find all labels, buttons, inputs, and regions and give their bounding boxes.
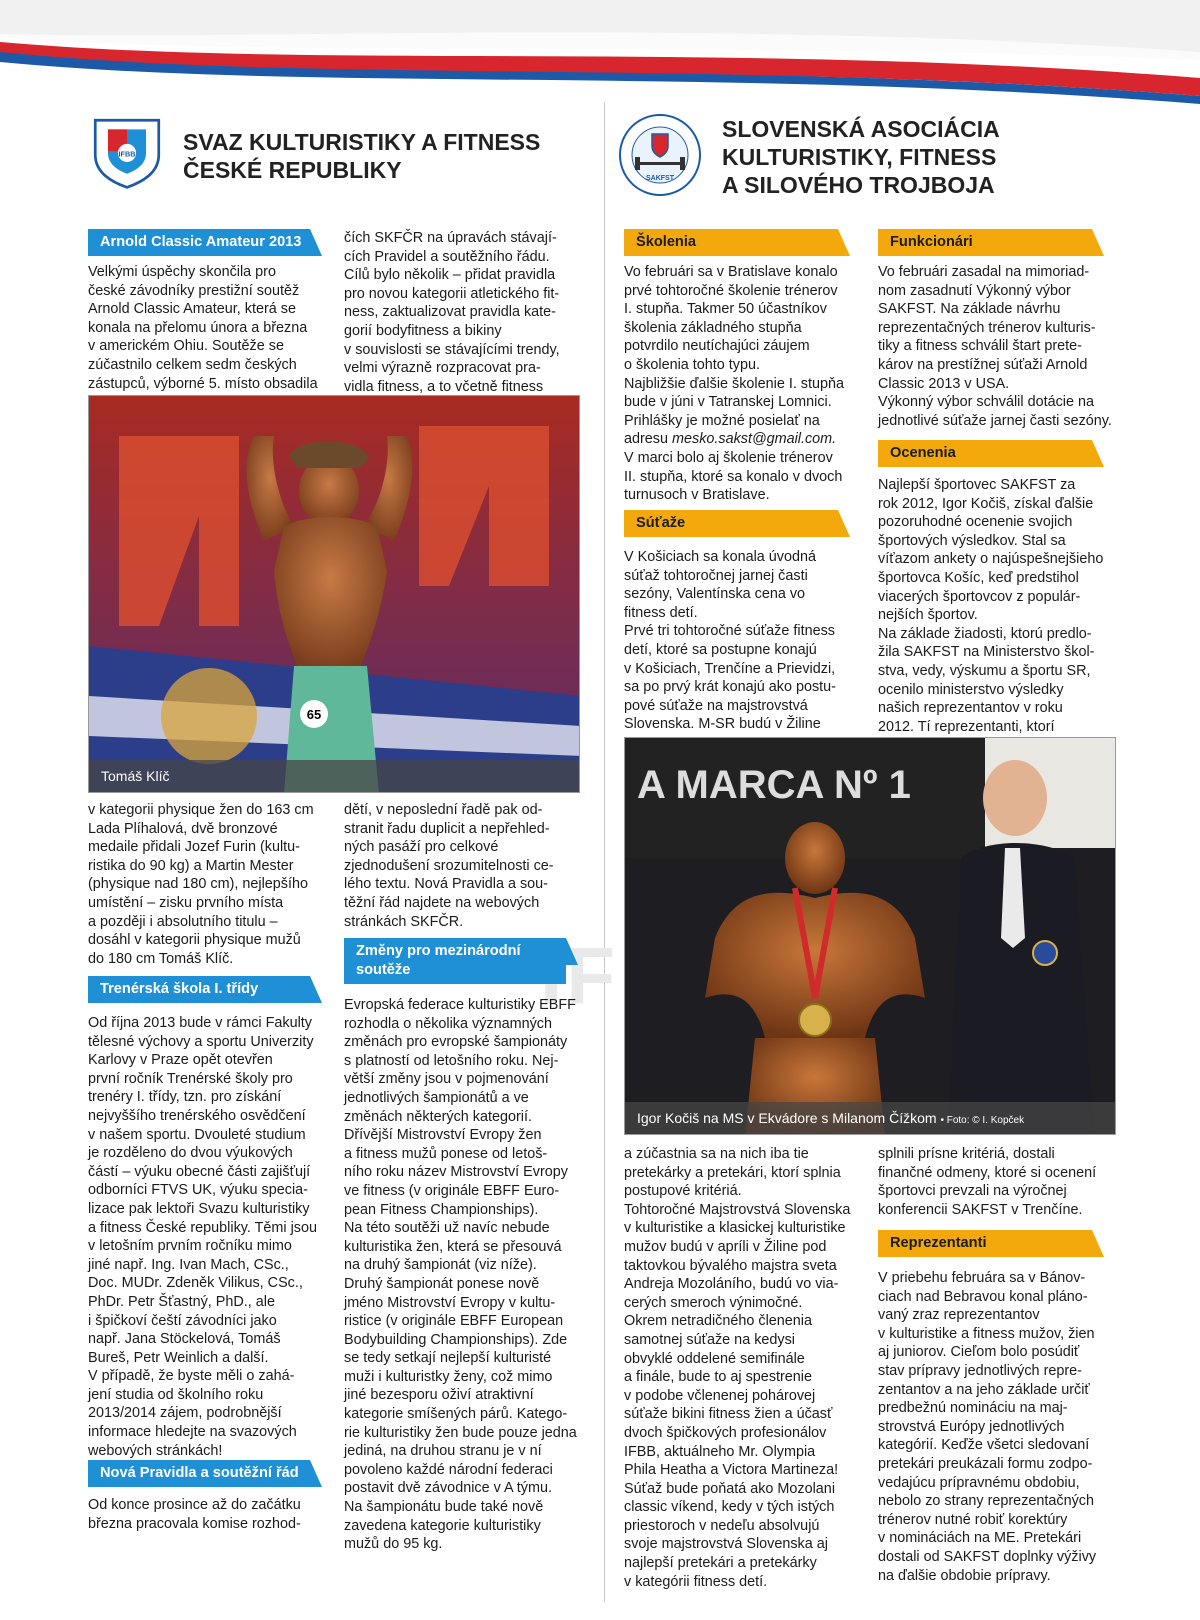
sakfst-title: SLOVENSKÁ ASOCIÁCIA KULTURISTIKY, FITNESS A SILOVÉHO TROJBOJA	[722, 116, 1000, 198]
arnold-continued-text: v kategorii physique žen do 163 cm Lada Plíhalová, dvě bronzové medaile přidali Jozef Furin (kultu- ristika do 90 kg) a Martin Mester (physique nad 180 cm), nejlepšího umístění – zisku prvního místa a později i absolutního titulu – dosáhl v kategorii physique mužů do 180 cm Tomáš Klíč.	[88, 802, 314, 967]
header-wave-decoration	[0, 0, 1200, 110]
zmeny-text: Evropská federace kulturistiky EBFF rozhodla o několika významných změnách pro evropské šampionáty s platností od letošního roku. Nej- větší změny jsou v pojmenování jednotlivých šampionátů a ve změnách některých kategorií. Dřívější Mistrovství Evropy žen a fitness mužů ponese od letoš- ního roku název Mistrovství Evropy ve fitness (v originále EBFF Euro- pean Fitness Championships). Na této soutěži už navíc nebude kulturistika žen, která se přesouvá na druhý šampionát (viz níže). Druhý šampionát ponese nově jméno Mistrovství Evropy v kultu- ristice (v originále EBFF European Bodybuilding Championships). Zde se tedy setkají nejlepší kulturisté muži i kulturistky ženy, což mimo jiné bezesporu oživí atraktivní kategorie smíšených párů. Katego- rie kulturistiky žen bude pouze jedna jediná, na druhou stranu je v ní povoleno každé národní federaci postavit dvě závodnice v A týmu. Na šampionátu bude také nově zavedena kategorie kulturistiky mužů do 95 kg.	[344, 997, 577, 1553]
nova-pravidla-text: Od konce prosince až do začátku března pracovala komise rozhod-	[88, 1497, 301, 1532]
email-link[interactable]: mesko.sakst@gmail.com.	[672, 431, 837, 448]
trenerska-text: Od října 2013 bude v rámci Fakulty tělesné výchovy a sportu Univerzity Karlovy v Praze opět otevřen první ročník Trenérské školy pro trenéry I. třídy, tzn. pro získání nejvyššího trenérského osvědčení v našem sportu. Dvouleté studium je rozděleno do dvou výukových částí – výuku obecné části zajišťují odborníci FTVS UK, výuku specia- lizace pak lektoři Svazu kulturistiky a fitness České republiky. Těmi jsou v letošním prvním ročníku mimo jiné např. Ing. Ivan Mach, CSc., Doc. MUDr. Zdeněk Vilikus, CSc., PhDr. Petr Šťastný, PhD., ale i špičkoví čeští závodníci jako např. Jana Stöckelová, Tomáš Bureš, Petr Weinlich a další. V případě, že byste měli o zahá- jení studia od školního roku 2013/2014 zájem, podrobnější informace hledejte na svazových webových stránkách!	[88, 1015, 318, 1459]
section-heading-zmeny: Změny pro mezinárodní soutěže	[344, 938, 566, 984]
section-heading-skolenia: Školenia	[624, 229, 838, 256]
svg-text:65: 65	[306, 707, 322, 722]
section-heading-funkcionari: Funkcionári	[878, 229, 1092, 256]
column-divider	[604, 102, 605, 1602]
photo-igor-kocis	[624, 737, 1116, 1135]
sakfst-logo	[617, 112, 703, 203]
funkcionari-text: Vo februári zasadal na mimoriad- nom zasadnutí Výkonný výbor SAKFST. Na základe návrhu reprezentačných trénerov kulturis- tiky a fitness schválil štart prete- károv na prestížnej súťaži Arnold Classic 2013 v USA. Výkonný výbor schválil dotácie na jednotlivé súťaže jarnej časti sezóny.	[878, 264, 1112, 429]
pravidla-continued-text: čích SKFČR na úpravách stávají- cích Pravidel a soutěžního řádu. Cílů bylo několik – přidat pravidla pro novou kategorii atletického fit- ness, zaktualizovat pravidla kate- gorií bodyfitness a bikiny v souvislosti se stávajícími trendy, velmi výrazně rozpracovat pra- vidla fitness, a to včetně fitness	[344, 230, 560, 395]
svg-text:SAKFST: SAKFST	[646, 175, 674, 182]
section-heading-arnold: Arnold Classic Amateur 2013	[88, 229, 310, 256]
ocenenia-text: Najlepší športovec SAKFST za rok 2012, Igor Kočiš, získal ďalšie pozoruhodné ocenenie svojich športových výsledkov. Stal sa víťazom ankety o najúspešnejšieho športovca Košíc, keď predstihol viacerých športovcov z populár- nejších športov. Na základe žiadosti, ktorú predlo- žila SAKFST na Ministerstvo škol- stva, vedy, výskumu a športu SR, ocenilo ministerstvo výsledky našich reprezentantov v roku 2012. Tí reprezentanti, ktorí	[878, 477, 1104, 735]
photo-credit: • Foto: © I. Kopček	[940, 1115, 1025, 1126]
banner-text: A MARCA Nº 1	[637, 763, 911, 807]
svaz-logo	[88, 112, 166, 197]
sutaze-text: V Košiciach sa konala úvodná súťaž tohtoročnej jarnej časti sezóny, Valentínska cena vo fitness detí. Prvé tri tohtoročné súťaže fitness detí, ktoré sa postupne konajú v Košiciach, Trenčíne a Prievidzi, sa po prvý krát konajú ako postu- pové súťaže na majstrovstvá Slovenska. M-SR budú v Žiline	[624, 549, 836, 733]
photo-caption-klic: Tomáš Klíč	[89, 760, 579, 792]
photo-caption-kocis: Igor Kočiš na MS v Ekvádore s Milanom Čížkom • Foto: © I. Kopček	[625, 1102, 1115, 1134]
reprezentanti-text: V priebehu februára sa v Bánov- ciach nad Bebravou konal pláno- vaný zraz reprezentantov v kulturistike a fitness mužov, žien aj juniorov. Cieľom bolo posúdiť stav prípravy jednotlivých repre- zentantov a na jeho základe určiť predbežnú nomináciu na maj- strovstvá Európy jednotlivých kategórií. Keďže všetci sledovaní pretekári preukázali formu zodpo- vedajúcu prípravnému obdobiu, nebolo zo strany reprezentačných trénerov nutné robiť korektúry v nomináciách na ME. Pretekári dostali od SAKFST doplnky výživy na ďalšie obdobie prípravy.	[878, 1270, 1097, 1584]
photo-tomas-klic	[88, 395, 580, 793]
ocenenia-continued-text: splnili prísne kritériá, dostali finančné odmeny, ktoré si ocenení športovci prevzali na výročnej konferencii SAKFST v Trenčíne.	[878, 1146, 1097, 1218]
sutaze-continued-text: a zúčastnia sa na nich iba tie pretekárky a pretekári, ktorí splnia postupové kritériá. Tohtoročné Majstrovstvá Slovenska v kulturistike a klasickej kulturistike mužov budú v apríli v Žiline pod taktovkou bývalého majstra sveta Andreja Mozoláního, budú vo via- cerých smeroch výnimočné. Okrem netradičného členenia samotnej súťaže na kedysi obvyklé oddelené semifinále a finále, bude to aj spestrenie v podobe včlenenej pohárovej súťaže bikini fitness žien a účasť dvoch špičkových profesionálov IFBB, aktuálneho Mr. Olympia Phila Heatha a Victora Martineza! Súťaž bude poňatá ako Mozolani classic víkend, kedy v tých istých priestoroch v nedeľu absolvujú svoje majstrovstvá Slovenska aj najlepší pretekári a pretekárky v kategórii fitness detí.	[624, 1146, 851, 1590]
skolenia-text: Vo februári sa v Bratislave konalo prvé tohtoročné školenie trénerov I. stupňa. Takmer 50 účastníkov školenia základného stupňa potvrdilo neutíchajúci záujem o školenia tohto typu. Najbližšie ďalšie školenie I. stupňa bude v júni v Tatranskej Lomnici. Prihlášky je možné posielať na adresu mesko.sakst@gmail.com. V marci bolo aj školenie trénerov II. stupňa, ktoré sa konalo v dvoch turnusoch v Bratislave.	[624, 264, 845, 504]
svaz-title: SVAZ KULTURISTIKY A FITNESS ČESKÉ REPUBLIKY	[183, 129, 541, 183]
section-heading-ocenenia: Ocenenia	[878, 440, 1092, 467]
section-heading-trenerska: Trenérská škola I. třídy	[88, 976, 310, 1003]
pravidla-end-text: dětí, v neposlední řadě pak od- stranit řadu duplicit a nepřehled- ných pasáží pro celkové zjednodušení srozumitelnosti ce- lého textu. Nová Pravidla a sou- těžní řád najdete na webových stránkách SKFČR.	[344, 802, 554, 930]
section-heading-sutaze: Súťaže	[624, 510, 838, 537]
section-heading-reprezentanti: Reprezentanti	[878, 1230, 1092, 1257]
arnold-text: Velkými úspěchy skončila pro české závodníky prestižní soutěž Arnold Classic Amateur, která se konala na přelomu února a března v americkém Ohiu. Soutěže se zúčastnilo celkem sedm českých zástupců, výborné 5. místo obsadila	[88, 264, 318, 392]
svg-text:IFBB: IFBB	[118, 149, 136, 159]
section-heading-nova-pravidla: Nová Pravidla a soutěžní řád	[88, 1460, 310, 1487]
